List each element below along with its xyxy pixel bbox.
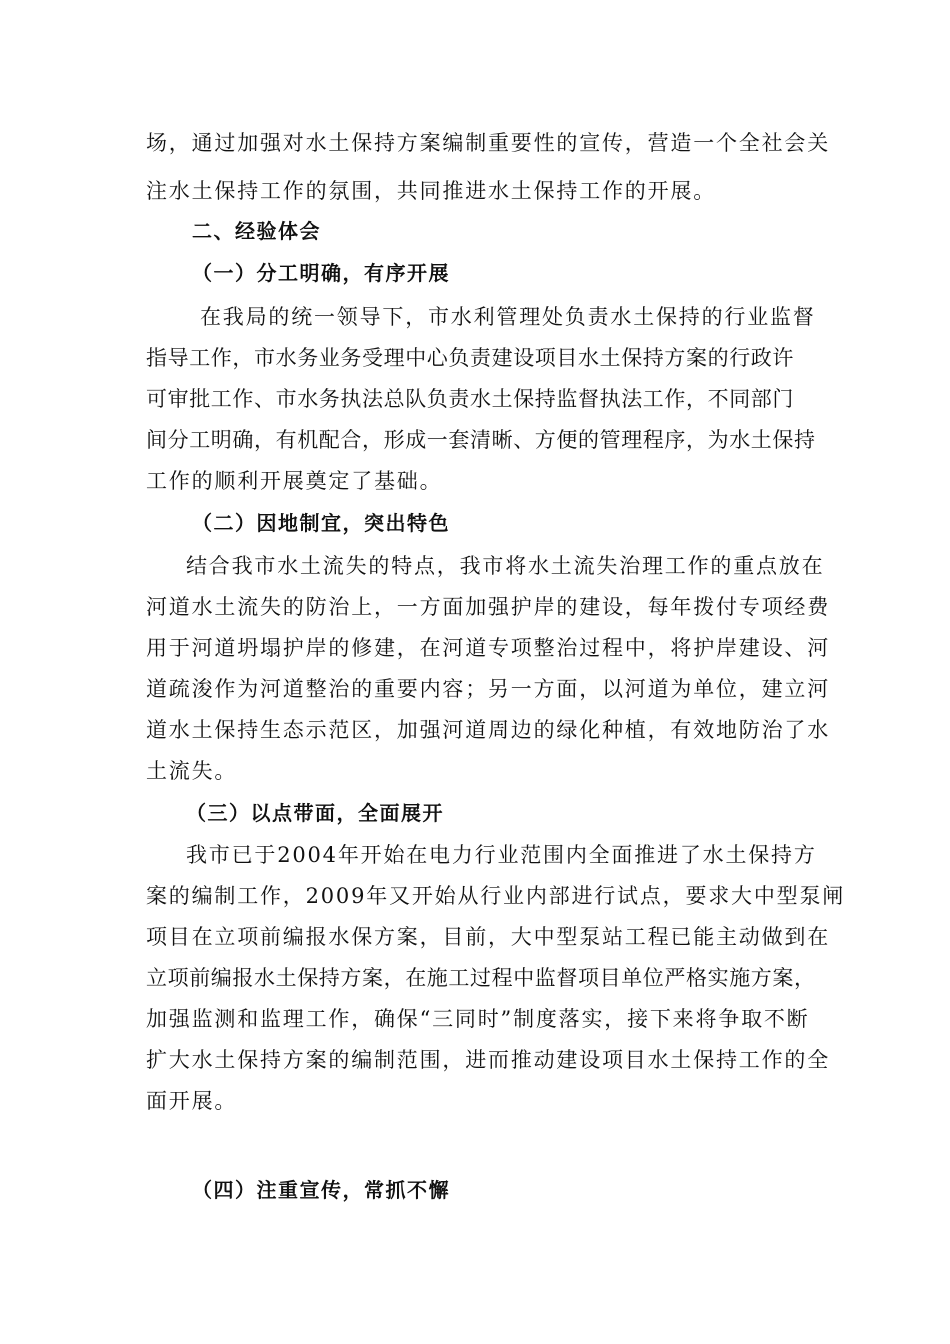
subsection-heading-2: （二）因地制宜，突出特色 — [192, 511, 450, 535]
sub2-line-1: 结合我市水土流失的特点，我市将水土流失治理工作的重点放在 — [186, 554, 825, 578]
subsection-heading-1: （一）分工明确，有序开展 — [192, 261, 450, 285]
sub1-line-3: 可审批工作、市水务执法总队负责水土保持监督执法工作，不同部门 — [146, 387, 794, 411]
section-heading: 二、经验体会 — [192, 219, 321, 243]
sub3-line-2: 案的编制工作，2009年又开始从行业内部进行试点，要求大中型泵闸 — [146, 884, 846, 908]
sub3-line-4: 立项前编报水土保持方案，在施工过程中监督项目单位严格实施方案， — [146, 966, 816, 990]
sub3-line-5: 加强监测和监理工作，确保“三同时”制度落实，接下来将争取不断 — [146, 1007, 810, 1031]
sub1-line-5: 工作的顺利开展奠定了基础。 — [146, 469, 443, 493]
sub2-line-5: 道水土保持生态示范区，加强河道周边的绿化种植，有效地防治了水 — [146, 718, 830, 742]
sub2-line-3: 用于河道坍塌护岸的修建，在河道专项整治过程中，将护岸建设、河 — [146, 636, 830, 660]
sub3-line-3: 项目在立项前编报水保方案，目前，大中型泵站工程已能主动做到在 — [146, 925, 830, 949]
sub1-line-4: 间分工明确，有机配合，形成一套清晰、方便的管理程序，为水土保持 — [146, 428, 816, 452]
subsection-heading-4: （四）注重宣传，常抓不懈 — [192, 1178, 450, 1202]
sub2-line-2: 河道水土流失的防治上，一方面加强护岸的建设，每年拨付专项经费 — [146, 595, 830, 619]
sub2-line-4: 道疏浚作为河道整治的重要内容；另一方面，以河道为单位，建立河 — [146, 677, 830, 701]
sub3-line-7: 面开展。 — [146, 1089, 238, 1113]
sub3-line-1: 我市已于2004年开始在电力行业范围内全面推进了水土保持方 — [186, 843, 817, 867]
intro-line-2: 注水土保持工作的氛围，共同推进水土保持工作的开展。 — [146, 179, 716, 203]
subsection-heading-3: （三）以点带面，全面展开 — [186, 801, 444, 825]
sub1-line-2: 指导工作，市水务业务受理中心负责建设项目水土保持方案的行政许 — [146, 346, 794, 370]
sub2-line-6: 土流失。 — [146, 759, 238, 783]
sub3-line-6: 扩大水土保持方案的编制范围，进而推动建设项目水土保持工作的全 — [146, 1048, 830, 1072]
sub1-line-1: 在我局的统一领导下，市水利管理处负责水土保持的行业监督 — [200, 305, 816, 329]
intro-line-1: 场，通过加强对水土保持方案编制重要性的宣传，营造一个全社会关 — [146, 131, 830, 155]
